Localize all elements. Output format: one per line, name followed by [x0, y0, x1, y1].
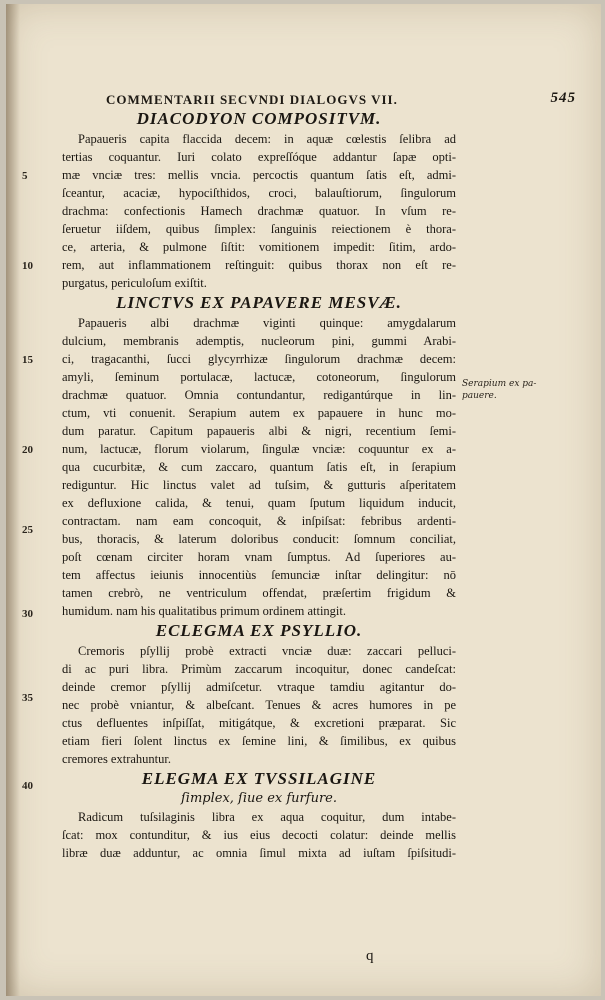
- text-line: contractam. nam eam concoquit, & inſpiſsat: febribus ardenti-: [62, 514, 456, 528]
- text-line: dulcium, membranis ademptis, nucleorum pini, gummi Arabi-: [62, 334, 456, 348]
- text-line: di ac puri libra. Primùm zaccarum incoquitur, donec candeſcat:: [62, 662, 456, 676]
- text-line: ſcat: mox contunditur, & ius eius decocti colatur: deinde mellis: [62, 828, 456, 842]
- text-line: drachmæ quatuor. Omnia contundantur, redigantúrque in lin-: [62, 388, 456, 402]
- text-line: cremores extrahuntur.: [62, 752, 171, 766]
- section-subheading: ſimplex, ſiue ex furfure.: [180, 791, 337, 806]
- text-line: nec probè vniantur, & albeſcant. Tenues & acres humores in pe: [62, 698, 456, 712]
- line-number: 5: [22, 170, 28, 182]
- text-line: ce, arteria, & pulmone ſiſtit: vomitionem impedit: ſitim, ardo-: [62, 240, 456, 254]
- line-number: 40: [22, 780, 33, 792]
- text-line: purgatus, periculoſum exiſtit.: [62, 276, 207, 290]
- margin-note-line: pauere.: [462, 391, 497, 401]
- line-number: 15: [22, 354, 33, 366]
- text-line: etiam fieri ſolent linctus ex ſemine lini, & ſimilibus, ex quibus: [62, 734, 456, 748]
- text-line: qua cucurbitæ, & cum zaccaro, quantum ſatis eſt, in ſerapium: [62, 460, 456, 474]
- text-line: tertias coquantur. Iuri colato expreſſóque addantur ſapæ opti-: [62, 150, 456, 164]
- text-block: [62, 108, 456, 862]
- text-line: Radicum tuſsilaginis libra ex aqua coquitur, dum intabe-: [78, 810, 456, 824]
- text-line: Cremoris pſyllij probè extracti vnciæ duæ: zaccari pelluci-: [78, 644, 456, 658]
- page-number: 545: [550, 90, 576, 106]
- section-heading: ELEGMA EX TVSSILAGINE: [141, 769, 377, 788]
- text-line: rediguntur. Hic linctus valet ad tuſsim, & gutturis aſperitatem: [62, 478, 456, 492]
- text-line: dum paratur. Capitum papaueris albi & nigri, recentium ſemi-: [62, 424, 456, 438]
- text-line: tem affectus ieiunis innocentiùs ſemunciæ inſtar delingitur: nō: [62, 568, 456, 582]
- text-line: num, lactucæ, florum violarum, ſingulæ vnciæ: coquuntur ex a-: [62, 442, 456, 456]
- line-number: 35: [22, 692, 33, 704]
- text-line: ſeruetur iiſdem, quibus ſimplex: ſanguinis reiectionem è thora-: [62, 222, 456, 236]
- running-head-title: COMMENTARII SECVNDI DIALOGVS VII.: [106, 92, 398, 107]
- text-line: bus, thoracis, & laterum doloribus conducit: ſomnum conciliat,: [62, 532, 456, 546]
- text-line: rem, aut inflammationem reſtinguit: quibus thorax non eſt re-: [62, 258, 456, 272]
- text-line: ſceantur, acaciæ, hypociſthidos, croci, balauſtiorum, ſingulorum: [62, 186, 456, 200]
- text-line: poſt cœnam circiter horam vnam ſumptus. Ad ſuperiores au-: [62, 550, 456, 564]
- binding-gutter: [6, 4, 20, 996]
- text-line: ci, tragacanthi, ſucci glycyrrhizæ ſingulorum drachmæ decem:: [62, 352, 456, 366]
- margin-note: [462, 378, 572, 402]
- text-line: amyli, ſeminum portulacæ, lactucæ, cotoneorum, ſingulorum: [62, 370, 456, 384]
- line-number: 20: [22, 444, 33, 456]
- text-line: ctus defluentes inſpiſſat, mitigátque, & excretioni præparat. Sic: [62, 716, 456, 730]
- text-line: mæ vnciæ tres: mellis vncia. percoctis quantum ſatis eſt, admi-: [62, 168, 456, 182]
- text-line: Papaueris albi drachmæ viginti quinque: amygdalarum: [78, 316, 456, 330]
- line-number: 10: [22, 260, 33, 272]
- text-line: ctum, vti conuenit. Serapium autem ex papauere in hunc mo-: [62, 406, 456, 420]
- line-number: 30: [22, 608, 33, 620]
- section-heading: LINCTVS EX PAPAVERE MESVÆ.: [116, 293, 402, 312]
- line-number: 25: [22, 524, 33, 536]
- text-line: Papaueris capita flaccida decem: in aquæ cœlestis ſelibra ad: [78, 132, 456, 146]
- section-heading: ECLEGMA EX PSYLLIO.: [155, 621, 363, 640]
- text-line: tamen crebrò, ne ventriculum offendat, præſertim frigidum &: [62, 586, 456, 600]
- book-page: [6, 4, 601, 996]
- text-line: humidum. nam his qualitatibus primum ordinem attingit.: [62, 604, 347, 618]
- text-line: drachma: confectionis Hamech drachmæ quatuor. In vſum re-: [62, 204, 456, 218]
- section-heading: DIACODYON COMPOSITVM.: [136, 109, 382, 128]
- text-line: ex defluxione calida, & tenui, quam ſputum liquidum inducit,: [62, 496, 456, 510]
- text-line: libræ duæ adduntur, ac omnia ſimul mixta ad iuſtam ſpiſsitudi-: [62, 846, 456, 860]
- running-head: [106, 90, 576, 110]
- margin-note-line: Serapium ex pa-: [462, 379, 537, 389]
- signature-mark: q: [366, 948, 374, 964]
- text-line: deinde cremor pſyllij admiſcetur. vtraque tamdiu agitantur do-: [62, 680, 456, 694]
